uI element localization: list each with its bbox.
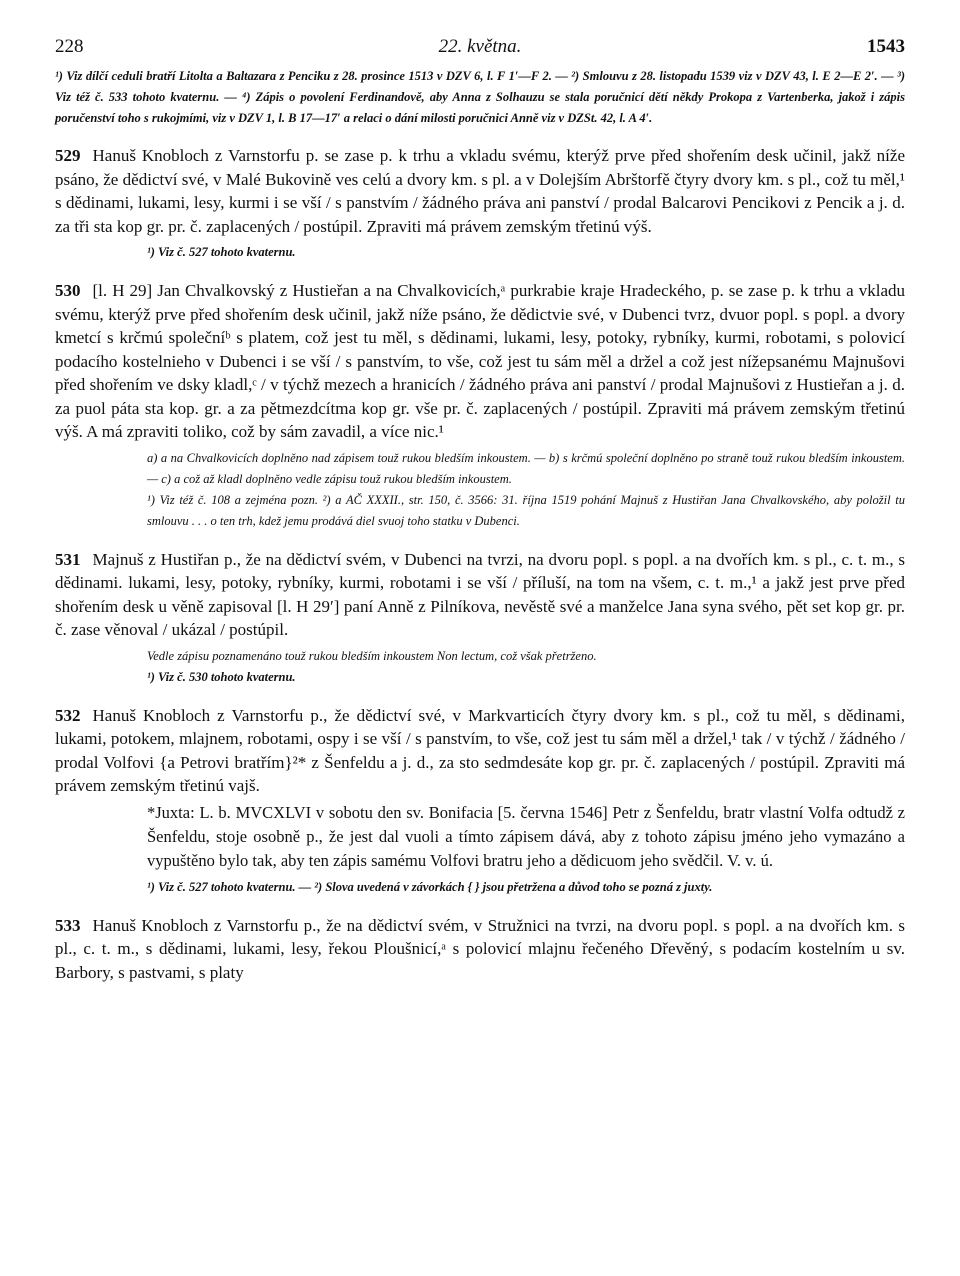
entry-533 (55, 914, 905, 985)
entry-note: ¹) Viz též č. 108 a zejména pozn. ²) a AČ XXXII., str. 150, č. 3566: 31. října 1519 pohání Majnuš z Hustiřan Jana Chvalkovského, aby položil tu smlouvu . . . o ten trh, kdež jemu prodává diel svuoj toho statku v Dubenci. (147, 492, 905, 528)
year-label: 1543 (867, 36, 905, 57)
juxta-note: *Juxta: L. b. MVCXLVI v sobotu den sv. Bonifacia [5. června 1546] Petr z Šenfeldu, bratr vlastní Volfa odtudž z Šenfeldu, stoje osobně p., že jest dal vuoli a tímto zápisem dává, aby z tohoto zápisu jméno jeho vymazáno a vypuštěno bylo tak, aby ten zápis samému Volfovi bratru jeho a dědicuom jeho svědčil. V. v. ú. (147, 802, 905, 870)
entry-note: Vedle zápisu poznamenáno touž rukou bledším inkoustem Non lectum, což však přetrženo. (147, 648, 597, 663)
entry-text: Hanuš Knobloch z Varnstorfu p. se zase p. k trhu a vkladu svému, kterýž prve před shořením desk učinil, jakž níže psáno, že dědictví své, v Malé Bukovině ves celú a dvory km. s pl. a v Dolejším Abrštorfě čtyry dvory km. s pl., což tu měl,¹ s dědinami, lukami, lesy, kurmi i se vší / s panstvím / žádného práva ani panství / prodal Balcarovi Pencikovi z Pencik a j. d. za tři sta kop gr. pr. č. zaplacených / postúpil. Zpraviti má právem zemským třetinú výš. (55, 146, 905, 236)
entry-text: Hanuš Knobloch z Varnstorfu p., že dědictví své, v Markvarticích čtyry dvory km. s pl., což tu měl, s dědinami, lukami, potokem, mlajnem, robotami, ospy i se vší / s panstvím, to vše, což jest tu sám měl a držel,¹ tak / v týchž / žádného / prodal Volfovi {a Petrovi bratřím}²* z Šenfeldu a j. d., za sto sedmdesáte kop gr. pr. č. zaplacených / postúpil. Zpraviti má právem zemským třetinú vajš. (55, 705, 905, 795)
document-page (55, 36, 905, 984)
entry-note: ¹) Viz č. 527 tohoto kvaternu. (147, 245, 296, 259)
page-number: 228 (55, 36, 84, 57)
entry-532 (55, 704, 905, 798)
top-footnote: ¹) Viz dílčí ceduli bratří Litolta a Baltazara z Penciku z 28. prosince 1513 v DZV 6, l. F 1′—F 2. — ²) Smlouvu z 28. listopadu 1539 viz v DZV 43, l. E 2—E 2′. — ³) Viz též č. 533 tohoto kvaternu. — ⁴) Zápis o povolení Ferdinandově, aby Anna z Solhauzu se stala poručnicí dětí někdy Prokopa z Vartenberka, jakož i zápis poručenství toho s rukojmími, viz v DZV 1, l. B 17—17′ a relaci o dání milosti poručnici Anně viz v DZSt. 42, l. A 4′. (55, 69, 905, 125)
entry-note: ¹) Viz č. 527 tohoto kvaternu. — ²) Slova uvedená v závorkách { } jsou přetržena a důvod toho se pozná z juxty. (147, 879, 713, 894)
entry-number: 530 (55, 281, 81, 300)
entry-530 (55, 279, 905, 444)
page-header (55, 36, 905, 66)
entry-529 (55, 144, 905, 238)
entry-text: Hanuš Knobloch z Varnstorfu p., že na dědictví svém, v Stružnici na tvrzi, na dvoru popl. s popl. a na dvořích km. s pl., c. t. m., s dědinami, lukami, lesy, řekou Ploušnicí,ᵃ s polovicí mlajnu řečeného Dřevěný, s podacím kostelním u sv. Barbory, s pastvami, s platy (55, 915, 905, 982)
entry-number: 531 (55, 549, 81, 569)
entry-number: 533 (55, 915, 81, 935)
running-title: 22. května. (438, 36, 522, 57)
entry-note: a) a na Chvalkovicích doplněno nad zápisem touž rukou bledším inkoustem. — b) s krčmú společní doplněno po straně touž rukou bledším inkoustem. — c) a což až kladl doplněno vedle zápisu touž rukou bledším inkoustem. (147, 450, 905, 486)
entry-text: Majnuš z Hustiřan p., že na dědictví svém, v Dubenci na tvrzi, na dvoru popl. s popl. a na dvořích km. s pl., c. t. m., s dědinami. lukami, lesy, potoky, rybníky, kurmi, robotami i se vší / příluší, na tom na všem, c. t. m.,¹ a jakž jest prve před shořením desk u věně zapisoval [l. H 29′] paní Anně z Pilníkova, nevěstě své a manželce Jana syna svého, pět set kop gr. pr. č. zase věnoval / ukázal / postúpil. (55, 549, 905, 639)
entry-number: 529 (55, 146, 81, 165)
entry-note: ¹) Viz č. 530 tohoto kvaternu. (147, 669, 296, 684)
entry-number: 532 (55, 705, 81, 725)
entry-531 (55, 548, 905, 642)
entry-text: [l. H 29] Jan Chvalkovský z Hustieřan a na Chvalkovicích,ᵃ purkrabie kraje Hradeckého, p. se zase p. k trhu a vkladu svému, kterýž prve před shořením desk učinil, jakž níže psáno, že dědictvie své, v Dubenci tvrz, dvuor popl. s popl. a dvory kmetcí s krčmú společníᵇ s platem, což jest tu měl, s dědinami, lukami, lesy, potoky, rybníky, kurmi, robotami, s polovicí podacího kostelnieho v Dubenci i se vší / s panstvím, to vše, což jest tu sám měl a držel a což jest nížepsanému Majnušovi před shořením ve dsky kladl,ᶜ / v týchž mezech a hranicích / žádného práva ani panství / prodal Majnušovi z Hustieřan a j. d. za puol páta sta kop. gr. a za pětmezdcítma kop gr. vše pr. č. zaplacených / postúpil. Zpraviti má právem zemským třetinú výš. A má zpraviti toliko, což by sám zavadil, a více nic.¹ (55, 281, 905, 441)
